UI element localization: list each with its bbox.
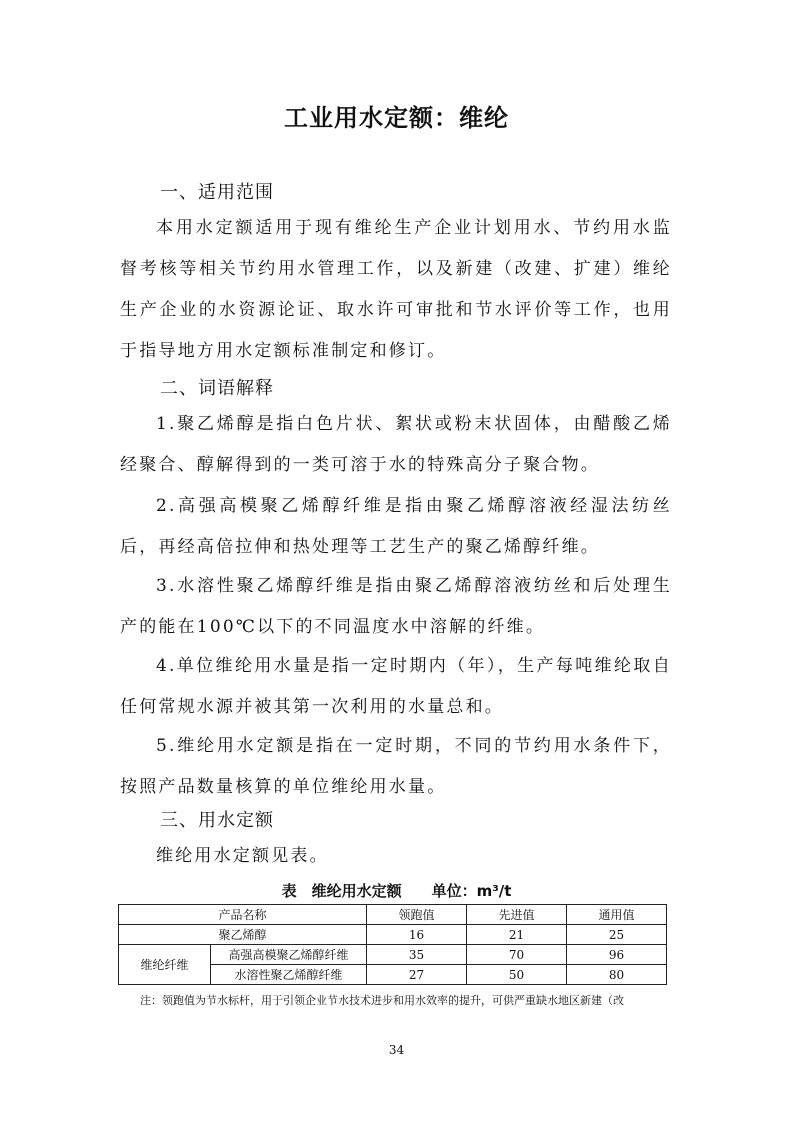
section-heading-quota: 三、用水定额 (160, 810, 274, 831)
table-row (119, 925, 667, 945)
paragraph-term-5: 5.维纶用水定额是指在一定时期，不同的节约用水条件下，按照产品数量核算的单位维纶用水量。 (120, 736, 672, 797)
section-heading-terms: 二、词语解释 (160, 378, 274, 399)
paragraph-term-2: 2.高强高模聚乙烯醇纤维是指由聚乙烯醇溶液经湿法纺丝后，再经高倍拉伸和热处理等工艺生产的聚乙烯醇纤维。 (120, 496, 672, 557)
cell-general-value: 96 (567, 945, 667, 965)
cell-advanced-value: 21 (467, 925, 567, 945)
cell-lead-value: 16 (367, 925, 467, 945)
cell-advanced-value: 50 (467, 965, 567, 985)
header-lead-value: 领跑值 (367, 905, 467, 925)
header-advanced-value: 先进值 (467, 905, 567, 925)
cell-lead-value: 35 (367, 945, 467, 965)
header-general-value: 通用值 (567, 905, 667, 925)
section-heading-scope: 一、适用范围 (160, 182, 274, 203)
table-note: 注：领跑值为节水标杆，用于引领企业节水技术进步和用水效率的提升，可供严重缺水地区新建（改 (140, 994, 624, 1007)
cell-general-value: 80 (567, 965, 667, 985)
header-product-name: 产品名称 (119, 905, 367, 925)
cell-product-name: 聚乙烯醇 (119, 925, 367, 945)
cell-lead-value: 27 (367, 965, 467, 985)
paragraph-term-1: 1.聚乙烯醇是指白色片状、絮状或粉末状固体，由醋酸乙烯经聚合、醇解得到的一类可溶于水的特殊高分子聚合物。 (120, 414, 672, 475)
table-caption: 表 维纶用水定额 单位：m³/t (281, 882, 512, 900)
table-row (119, 945, 667, 965)
table-header-row (119, 905, 667, 925)
cell-general-value: 25 (567, 925, 667, 945)
paragraph-term-3: 3.水溶性聚乙烯醇纤维是指由聚乙烯醇溶液纺丝和后处理生产的能在100℃以下的不同温度水中溶解的纤维。 (120, 576, 672, 637)
paragraph-scope: 本用水定额适用于现有维纶生产企业计划用水、节约用水监督考核等相关节约用水管理工作，以及新建（改建、扩建）维纶生产企业的水资源论证、取水许可审批和节水评价等工作，也用于指导地方用水定额标准制定和修订。 (120, 218, 672, 361)
page-title: 工业用水定额：维纶 (284, 104, 509, 132)
cell-advanced-value: 70 (467, 945, 567, 965)
cell-product-name: 高强高模聚乙烯醇纤维 (211, 945, 367, 965)
cell-group-label: 维纶纤维 (119, 945, 211, 985)
quota-table (118, 904, 667, 985)
paragraph-quota: 维纶用水定额见表。 (156, 846, 329, 866)
page-number: 34 (388, 1043, 405, 1057)
cell-product-name: 水溶性聚乙烯醇纤维 (211, 965, 367, 985)
paragraph-term-4: 4.单位维纶用水量是指一定时期内（年），生产每吨维纶取自任何常规水源并被其第一次利用的水量总和。 (120, 656, 672, 717)
